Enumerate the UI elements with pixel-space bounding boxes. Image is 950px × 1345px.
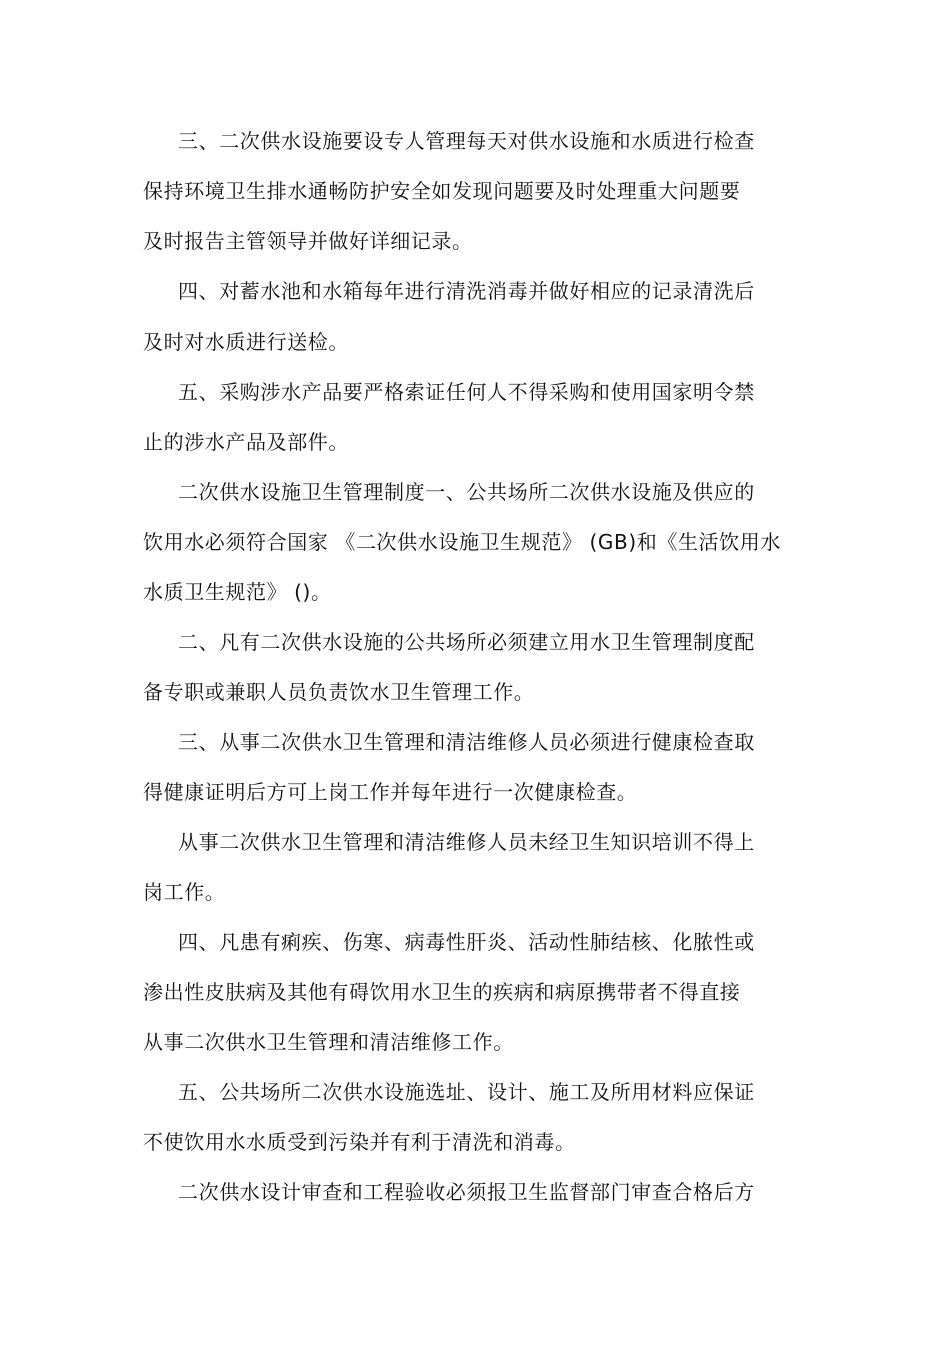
text-line: 得健康证明后方可上岗工作并每年进行一次健康检查。 <box>143 780 638 804</box>
text-line: 四、对蓄水池和水箱每年进行清洗消毒并做好相应的记录清洗后 <box>178 279 755 303</box>
text-line: 岗工作。 <box>143 880 226 904</box>
text-line: 五、采购涉水产品要严格索证任何人不得采购和使用国家明令禁 <box>178 380 755 404</box>
text-line: 渗出性皮肤病及其他有碍饮用水卫生的疾病和病原携带者不得直接 <box>143 980 741 1004</box>
text-line: 及时报告主管领导并做好详细记录。 <box>143 229 473 253</box>
text-line: 备专职或兼职人员负责饮水卫生管理工作。 <box>143 680 535 704</box>
text-line: 四、凡患有痢疾、伤寒、病毒性肝炎、活动性肺结核、化脓性或 <box>178 930 755 954</box>
text-line: 饮用水必须符合国家 《二次供水设施卫生规范》 (GB)和《生活饮用水 <box>143 530 781 554</box>
text-line: 二次供水设施卫生管理制度一、公共场所二次供水设施及供应的 <box>178 480 755 504</box>
text-line: 五、公共场所二次供水设施选址、设计、施工及所用材料应保证 <box>178 1080 755 1104</box>
text-line: 三、从事二次供水卫生管理和清洁维修人员必须进行健康检查取 <box>178 730 755 754</box>
text-line: 三、二次供水设施要设专人管理每天对供水设施和水质进行检查 <box>178 129 755 153</box>
text-line: 水质卫生规范》 ()。 <box>143 580 332 604</box>
text-line: 二、凡有二次供水设施的公共场所必须建立用水卫生管理制度配 <box>178 630 755 654</box>
text-line: 及时对水质进行送检。 <box>143 330 349 354</box>
text-line: 从事二次供水卫生管理和清洁维修人员未经卫生知识培训不得上 <box>178 830 755 854</box>
text-line: 保持环境卫生排水通畅防护安全如发现问题要及时处理重大问题要 <box>143 179 741 203</box>
text-line: 不使饮用水水质受到污染并有利于清洗和消毒。 <box>143 1130 576 1154</box>
text-line: 止的涉水产品及部件。 <box>143 430 349 454</box>
text-line: 二次供水设计审查和工程验收必须报卫生监督部门审查合格后方 <box>178 1180 755 1204</box>
text-line: 从事二次供水卫生管理和清洁维修工作。 <box>143 1030 514 1054</box>
